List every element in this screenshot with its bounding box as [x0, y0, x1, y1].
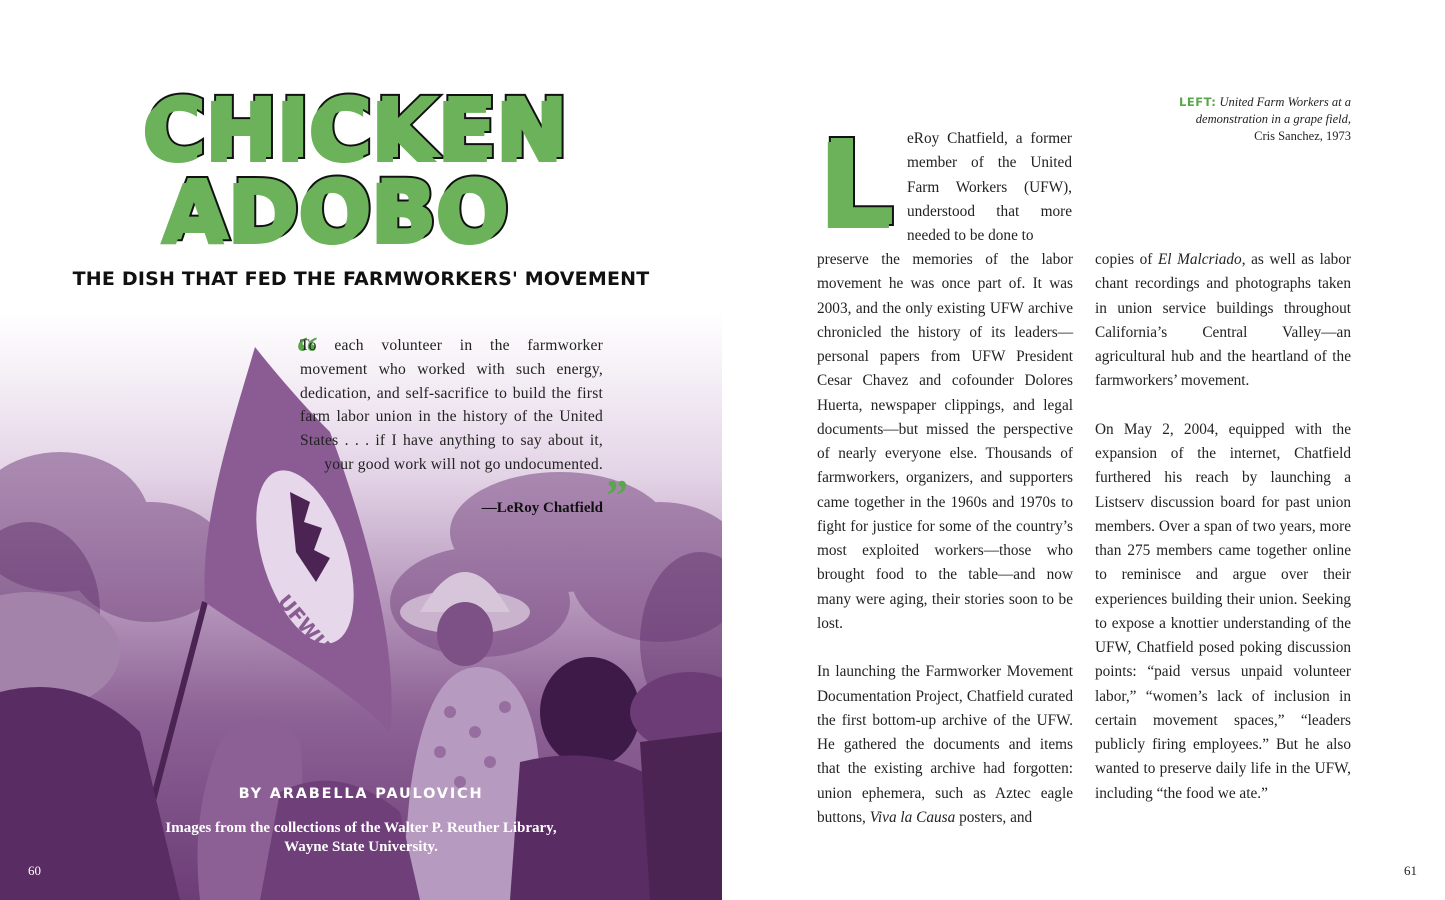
caption-label: LEFT: — [1179, 95, 1217, 109]
quote-attribution: —LeRoy Chatfield — [481, 500, 603, 516]
body-paragraph: On May 2, 2004, equipped with the expansion of the internet, Chatfield furthered his reach by launching a Listserv discussion board for past union members. Over a span of two years, more than 275 members came together online to reminisce and argue over their experiences building their union. Seeking to expose a knottier understanding of the UFW, Chatfield posed poking discussion points: “paid versus unpaid volunteer labor,” “women’s lack of inclusion in certain movement spaces,” “leaders publicly firing employees.” But he also wanted to preserve daily life in the UFW, including “the food we ate.” — [1095, 420, 1351, 802]
body-paragraph — [817, 660, 1073, 830]
open-quote-icon: “ — [296, 328, 318, 377]
child — [540, 657, 640, 767]
intro-text: eRoy Chatfield, a former member of the United Farm Workers (UFW), understood that more needed to be done to — [907, 130, 1072, 244]
page-number-right: 61 — [1404, 863, 1417, 878]
photo-credit — [0, 819, 722, 857]
flag-text: UFWU — [272, 589, 336, 658]
italic-title: El Malcriado — [1157, 251, 1242, 268]
caption-credit: Cris Sanchez, 1973 — [1254, 129, 1351, 143]
photo-caption — [1111, 94, 1351, 145]
close-quote-icon: ” — [606, 471, 628, 520]
text-span: copies of — [1095, 251, 1153, 268]
caption-text: United Farm Workers at a demonstration in a grape field, — [1195, 95, 1351, 126]
article-title-line1: CHICKEN — [145, 79, 571, 177]
byline: BY ARABELLA PAULOVICH — [238, 786, 484, 802]
body-paragraph — [1095, 248, 1351, 394]
article-title-line2: ADOBO — [164, 161, 512, 259]
right-page — [722, 0, 1445, 900]
photo-credit-line2: Wayne State University. — [284, 839, 438, 855]
body-column-right — [1095, 248, 1351, 830]
pull-quote: To each volunteer in the farmworker movement who worked with such energy, dedication, and self-sacrifice to build the first farm labor union in the history of the United States . . . if I have anything to say about it, your good work will not go undocumented. — [300, 337, 603, 473]
text-span: posters, and — [959, 808, 1033, 826]
text-span: , as well as labor chant recordings and photographs taken in union service buildings throughout California’s Central Valley—an agricultural hub and the heartland of the farmworkers’ movement. — [1095, 251, 1351, 390]
text-span: In launching the Farmworker Movement Documentation Project, Chatfield curated the first bottom-up archive of the UFW. He gathered the documents and items that the existing archive had forgotten: union ephemera, such as Aztec eagle buttons, — [817, 663, 1073, 826]
article-subtitle: THE DISH THAT FED THE FARMWORKERS' MOVEMENT — [72, 268, 650, 290]
italic-title: Viva la Causa — [869, 808, 956, 826]
photo-credit-line1: Images from the collections of the Walter P. Reuther Library, — [165, 820, 557, 836]
flag-pole — [150, 602, 205, 812]
body-column-left — [817, 248, 1073, 854]
page-number-left: 60 — [28, 863, 41, 878]
drop-cap: L — [820, 114, 896, 252]
body-paragraph: preserve the memories of the labor movement he was once part of. It was 2003, and the only existing UFW archive chronicled the history of its leaders—personal papers from UFW President Cesar Chavez and cofounder Dolores Huerta, newspaper clippings, and legal documents—but missed the perspective of nearly everyone else. Thousands of farmworkers, organizers, and supporters came together in the 1960s and 1970s to fight for justice for some of the country’s most exploited workers—those who brought food to the table—and now many were aging, their stories soon to be lost. — [817, 251, 1073, 632]
left-page — [0, 0, 722, 900]
